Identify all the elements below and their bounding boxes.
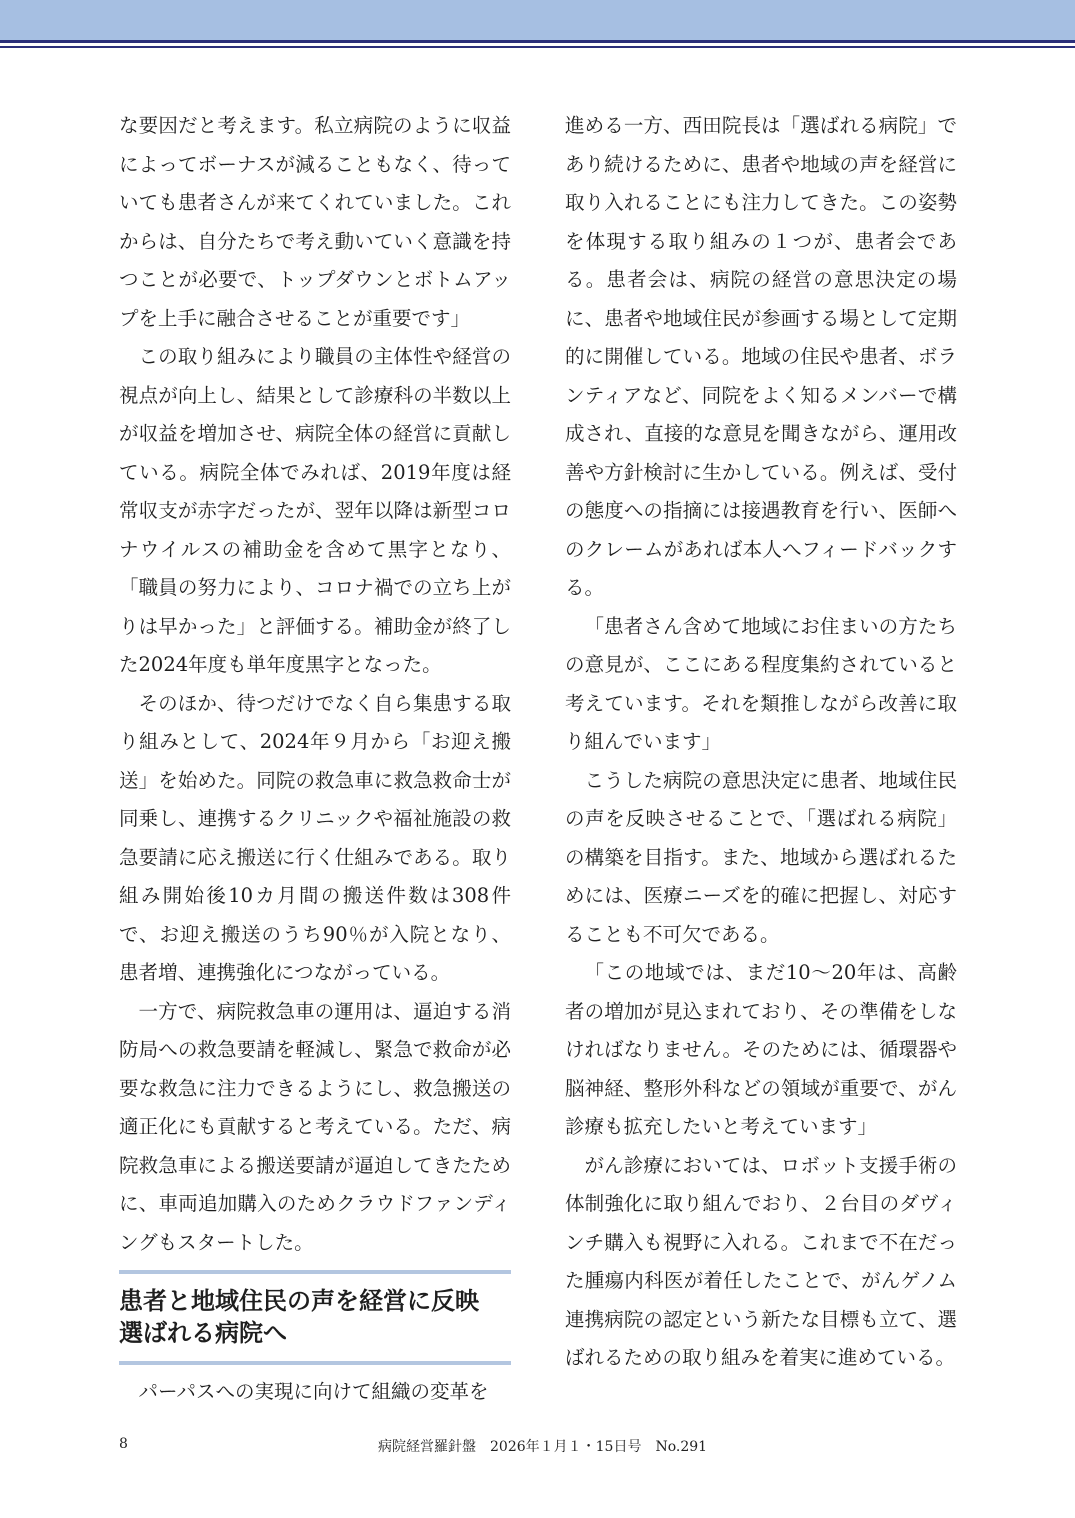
right-column <box>565 107 957 1378</box>
left-paragraph-1: な要因だと考えます。私立病院のように収益によってボーナスが減ることもなく、待っていても患者さんが来てくれていました。これからは、自分たちで考え動いていく意識を持つことが必要で、トップダウンとボトムアップを上手に融合させることが重要です」 <box>119 114 511 330</box>
header-rule-top <box>0 40 1075 43</box>
section-heading-line-2: 選ばれる病院へ <box>119 1319 287 1347</box>
right-paragraph-2: 「患者さん含めて地域にお住まいの方たちの意見が、ここにある程度集約されていると考えています。それを類推しながら改善に取り組んでいます」 <box>565 614 957 753</box>
right-paragraph-3: こうした病院の意思決定に患者、地域住民の声を反映させることで、「選ばれる病院」の構築を目指す。また、地域から選ばれるためには、医療ニーズを的確に把握し、対応することも不可欠である。 <box>565 768 957 946</box>
left-paragraph-5: パーパスへの実現に向けて組織の変革を <box>138 1380 489 1403</box>
header-band <box>0 0 1075 40</box>
right-paragraph-1: 進める一方、西田院長は「選ばれる病院」であり続けるために、患者や地域の声を経営に取り入れることにも注力してきた。この姿勢を体現する取り組みの１つが、患者会である。患者会は、病院の経営の意思決定の場に、患者や地域住民が参画する場として定期的に開催している。地域の住民や患者、ボランティアなど、同院をよく知るメンバーで構成され、直接的な意見を聞きながら、運用改善や方針検討に生かしている。例えば、受付の態度への指摘には接遇教育を行い、医師へのクレームがあれば本人へフィードバックする。 <box>565 114 957 599</box>
page-number: 8 <box>119 1436 128 1452</box>
section-heading-line-1: 患者と地域住民の声を経営に反映 <box>119 1287 479 1315</box>
left-column <box>119 107 511 1412</box>
section-heading-block <box>119 1270 511 1365</box>
header-rule-bottom <box>0 46 1075 48</box>
left-paragraph-2: この取り組みにより職員の主体性や経営の視点が向上し、結果として診療科の半数以上が収益を増加させ、病院全体の経営に貢献している。病院全体でみれば、2019年度は経常収支が赤字だったが、翌年以降は新型コロナウイルスの補助金を含めて黒字となり、「職員の努力により、コロナ禍での立ち上がりは早かった」と評価する。補助金が終了した2024年度も単年度黒字となった。 <box>119 345 511 676</box>
right-paragraph-5: がん診療においては、ロボット支援手術の体制強化に取り組んでおり、２台目のダヴィンチ購入も視野に入れる。これまで不在だった腫瘍内科医が着任したことで、がんゲノム連携病院の認定という新たな目標も立て、選ばれるための取り組みを着実に進めている。 <box>565 1153 957 1369</box>
left-paragraph-4: 一方で、病院救急車の運用は、逼迫する消防局への救急要請を軽減し、緊急で救命が必要な救急に注力できるようにし、救急搬送の適正化にも貢献すると考えている。ただ、病院救急車による搬送要請が逼迫してきたために、車両追加購入のためクラウドファンディングもスタートした。 <box>119 999 511 1254</box>
right-paragraph-4: 「この地域では、まだ10～20年は、高齢者の増加が見込まれており、その準備をしなければなりません。そのためには、循環器や脳神経、整形外科などの領域が重要で、がん診療も拡充したいと考えています」 <box>565 961 957 1138</box>
section-heading <box>119 1274 511 1361</box>
heading-rule-bottom <box>119 1361 511 1365</box>
publication-info: 病院経営羅針盤 2026年１月１・15日号 No.291 <box>378 1439 708 1455</box>
left-paragraph-3: そのほか、待つだけでなく自ら集患する取り組みとして、2024年９月から「お迎え搬送」を始めた。同院の救急車に救急救命士が同乗し、連携するクリニックや福祉施設の救急要請に応え搬送に行く仕組みである。取り組み開始後10カ月間の搬送件数は308件で、お迎え搬送のうち90％が入院となり、患者増、連携強化につながっている。 <box>119 691 511 984</box>
